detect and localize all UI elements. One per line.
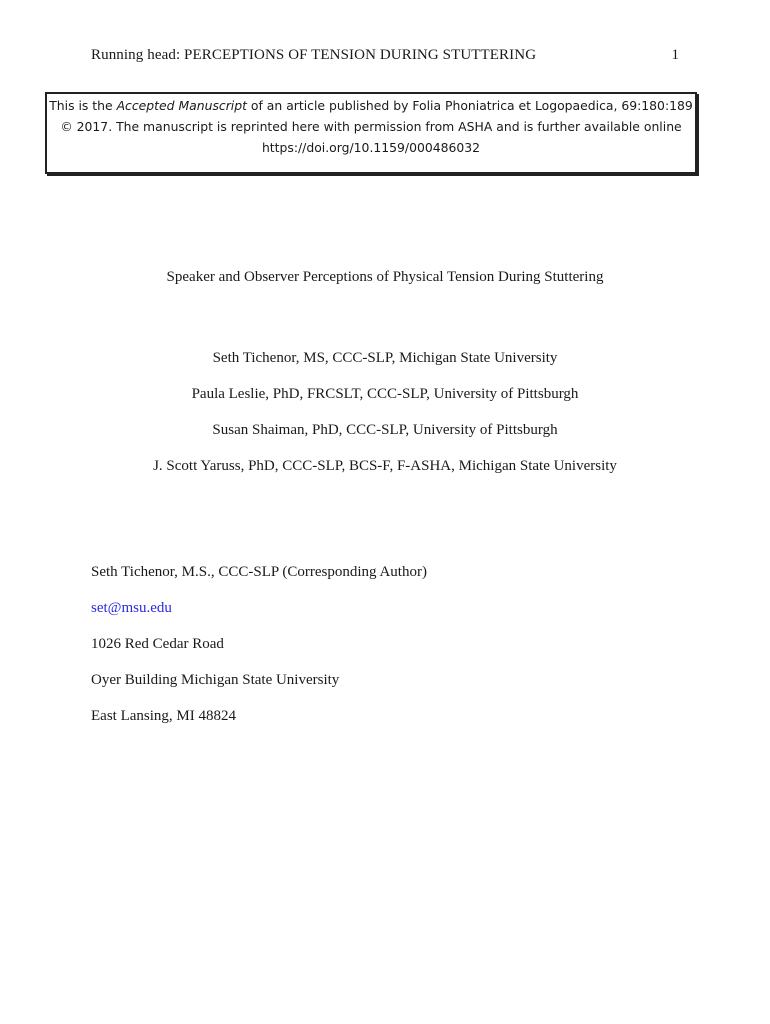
notice-doi: https://doi.org/10.1159/000486032 (261, 140, 481, 155)
email-line (91, 590, 427, 626)
author-line: Seth Tichenor, MS, CCC-SLP, Michigan State University (212, 350, 558, 366)
author-line: Paula Leslie, PhD, FRCSLT, CCC-SLP, University of Pittsburgh (191, 386, 579, 402)
address-line-2: Oyer Building Michigan State University (91, 672, 340, 688)
author-list (0, 340, 770, 484)
address-line-1: 1026 Red Cedar Road (91, 636, 224, 652)
notice-italic-phrase: Accepted Manuscript (116, 98, 247, 113)
author-line: Susan Shaiman, PhD, CCC-SLP, University of Pittsburgh (212, 422, 558, 438)
page-number: 1 (671, 47, 679, 63)
notice-prefix: This is the (49, 98, 117, 113)
author-line: J. Scott Yaruss, PhD, CCC-SLP, BCS-F, F-ASHA, Michigan State University (153, 458, 617, 474)
corresponding-author-block (91, 554, 427, 734)
notice-line-2: © 2017. The manuscript is reprinted here with permission from ASHA and is further available online (60, 119, 682, 134)
manuscript-notice-box (45, 92, 697, 174)
address-line-3: East Lansing, MI 48824 (91, 708, 236, 724)
running-head: Running head: PERCEPTIONS OF TENSION DURING STUTTERING (91, 47, 537, 63)
notice-suffix: of an article published by Folia Phoniatrica et Logopaedica, 69:180:189 (246, 98, 693, 113)
email-link[interactable]: set@msu.edu (91, 600, 172, 616)
article-title: Speaker and Observer Perceptions of Physical Tension During Stuttering (166, 269, 604, 285)
corresponding-author-name: Seth Tichenor, M.S., CCC-SLP (Corresponding Author) (91, 564, 427, 580)
notice-line-1 (47, 95, 695, 116)
